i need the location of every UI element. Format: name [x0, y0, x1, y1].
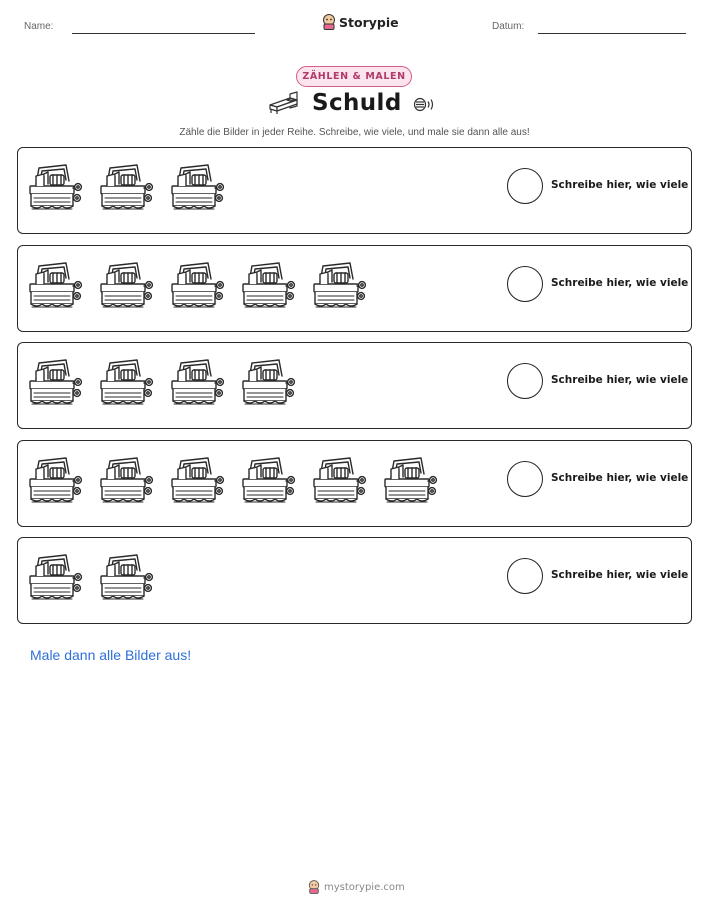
- answer-circle[interactable]: [507, 266, 543, 302]
- answer-circle[interactable]: [507, 558, 543, 594]
- footer-site[interactable]: [308, 880, 405, 894]
- picture-group: [26, 552, 157, 606]
- treasure-chest-icon: [97, 455, 157, 509]
- treasure-chest-icon: [239, 260, 299, 314]
- answer-label: Schreibe hier, wie viele: [551, 179, 689, 191]
- counting-row-1: [17, 147, 692, 234]
- answer-label: Schreibe hier, wie viele: [551, 277, 689, 289]
- answer-label: Schreibe hier, wie viele: [551, 472, 689, 484]
- page-title: Schuld: [312, 90, 402, 116]
- counting-row-3: [17, 342, 692, 429]
- treasure-chest-icon: [239, 455, 299, 509]
- date-line[interactable]: [538, 33, 686, 34]
- treasure-chest-icon: [26, 455, 86, 509]
- treasure-chest-icon: [97, 552, 157, 606]
- answer-circle[interactable]: [507, 168, 543, 204]
- treasure-chest-icon: [26, 552, 86, 606]
- treasure-chest-icon: [97, 260, 157, 314]
- storypie-mascot-icon: [322, 14, 336, 30]
- speaker-icon[interactable]: [413, 96, 437, 114]
- bed-icon: [268, 91, 300, 115]
- answer-circle[interactable]: [507, 461, 543, 497]
- treasure-chest-icon: [97, 357, 157, 411]
- counting-row-4: [17, 440, 692, 527]
- treasure-chest-icon: [168, 162, 228, 216]
- treasure-chest-icon: [168, 455, 228, 509]
- counting-row-2: [17, 245, 692, 332]
- name-label: Name:: [24, 21, 54, 32]
- treasure-chest-icon: [168, 260, 228, 314]
- picture-group: [26, 455, 441, 509]
- date-label: Datum:: [492, 21, 525, 32]
- treasure-chest-icon: [381, 455, 441, 509]
- brand-logo: [322, 12, 399, 32]
- treasure-chest-icon: [239, 357, 299, 411]
- treasure-chest-icon: [310, 260, 370, 314]
- storypie-mascot-icon: [308, 880, 320, 894]
- category-tag: ZÄHLEN & MALEN: [296, 66, 412, 87]
- treasure-chest-icon: [168, 357, 228, 411]
- counting-row-5: [17, 537, 692, 624]
- picture-group: [26, 260, 370, 314]
- treasure-chest-icon: [97, 162, 157, 216]
- brand-name: Storypie: [339, 14, 399, 30]
- treasure-chest-icon: [26, 260, 86, 314]
- picture-group: [26, 162, 228, 216]
- answer-label: Schreibe hier, wie viele: [551, 374, 689, 386]
- footer-note: Male dann alle Bilder aus!: [30, 647, 192, 663]
- answer-label: Schreibe hier, wie viele: [551, 569, 689, 581]
- name-line[interactable]: [72, 33, 255, 34]
- answer-circle[interactable]: [507, 363, 543, 399]
- picture-group: [26, 357, 299, 411]
- treasure-chest-icon: [26, 162, 86, 216]
- treasure-chest-icon: [26, 357, 86, 411]
- instructions: Zähle die Bilder in jeder Reihe. Schreibe, wie viele, und male sie dann alle aus!: [179, 127, 530, 138]
- treasure-chest-icon: [310, 455, 370, 509]
- footer-site-text: mystorypie.com: [324, 881, 405, 893]
